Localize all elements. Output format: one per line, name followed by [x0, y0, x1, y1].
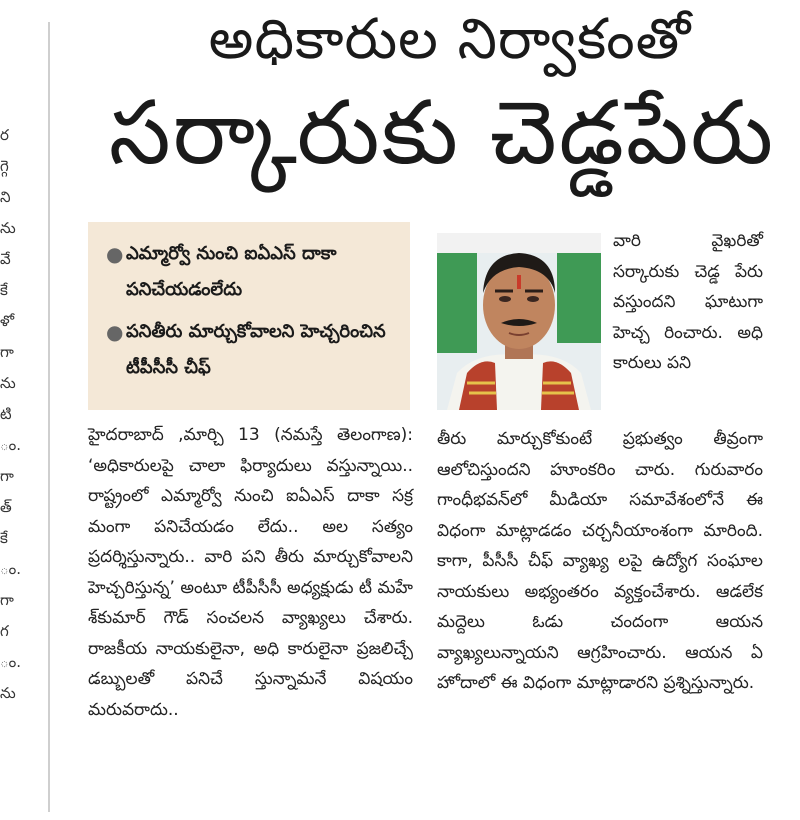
strip-line: గా [0, 343, 14, 361]
strip-line: ను [0, 219, 16, 237]
article-paragraph: హైదరాబాద్ ,మార్చి 13 (నమస్తే తెలంగాణ): ‘అధికారులపై చాలా ఫిర్యాదులు వస్తున్నాయి.. రాష్ట్రంలో ఎమ్మార్వో నుంచి ఐఏఎస్ దాకా సక్ర మంగా పనిచేయడం లేదు.. అల సత్యం ప్రదర్శిస్తున్నారు.. వారి పని తీరు మార్చుకోవాలని హెచ్చరిస్తున్న’ అంటూ టీపీసీసీ అధ్యక్షుడు టీ మహే శ్‌కుమార్ గౌడ్ సంచలన వ్యాఖ్యలు చేశారు. రాజకీయ నాయకులైనా, అధి కారులైనా ప్రజలిచ్చే డబ్బులతో పనిచే స్తున్నామనే విషయం మరువరాదు.. [88, 425, 413, 720]
column-divider [48, 22, 50, 812]
portrait-photo [437, 233, 601, 410]
strip-line: ళో [0, 312, 15, 330]
strip-line: గా [0, 591, 14, 609]
strip-line: ం. [0, 436, 22, 454]
article-column-right-top [613, 226, 763, 379]
strip-line: గా [0, 467, 14, 485]
strip-line: ం. [0, 560, 22, 578]
highlight-text: పనితీరు మార్చుకోవాలని హెచ్చరించిన టీపీసీసీ చీఫ్ [126, 321, 386, 378]
strip-line: ను [0, 684, 16, 702]
strip-line: త్ [0, 498, 12, 516]
bullet-icon: ● [106, 320, 124, 344]
headline-line-1: అధికారుల నిర్వాకంతో [208, 7, 692, 72]
strip-line: టి [0, 405, 12, 423]
strip-line: కే [0, 281, 8, 299]
highlights-box [88, 222, 410, 410]
strip-line: గ్గె [0, 157, 9, 175]
article-column-left [88, 420, 413, 725]
strip-line: ని [0, 188, 11, 206]
bullet-icon: ● [106, 242, 124, 266]
article-column-right-bottom [437, 424, 763, 699]
strip-line: ను [0, 374, 16, 392]
portrait-illustration [437, 233, 601, 410]
highlight-text: ఎమ్మార్వో నుంచి ఐఏఎస్ దాకా పనిచేయడంలేదు [126, 243, 337, 300]
article-paragraph: తీరు మార్చుకోకుంటే ప్రభుత్వం తీవ్రంగా ఆలోచిస్తుందని హూంకరిం చారు. గురువారం గాంధీభవన్‌లో మీడియా సమావేశంలోనే ఈ విధంగా మాట్లాడడం చర్చనీయాంశంగా మారింది. కాగా, పీసీసీ చీఫ్ వ్యాఖ్య లపై ఉద్యోగ సంఘాల నాయకులు అభ్యంతరం వ్యక్తంచేశారు. ఆడలేక మద్దెలు ఓడు చందంగా ఆయన వ్యాఖ్యలున్నాయని ఆగ్రహించారు. ఆయన ఏ హోదాలో ఈ విధంగా మాట్లాడారని ప్రశ్నిస్తున్నారు. [437, 429, 763, 693]
article-paragraph: వారి వైఖరితో సర్కారుకు చెడ్డ పేరు వస్తుందని ఘాటుగా హెచ్చ రించారు. అధి కారులు పని [613, 231, 763, 373]
strip-line: వే [0, 250, 11, 268]
previous-article-strip [0, 120, 22, 820]
strip-line: కే [0, 529, 8, 547]
highlight-item [106, 314, 400, 386]
strip-line: ర [0, 126, 9, 144]
highlight-item [106, 236, 400, 308]
strip-line: గ [0, 622, 9, 640]
strip-line: ం. [0, 653, 22, 671]
headline-line-2: సర్కారుకు చెడ్డపేరు [108, 81, 776, 184]
